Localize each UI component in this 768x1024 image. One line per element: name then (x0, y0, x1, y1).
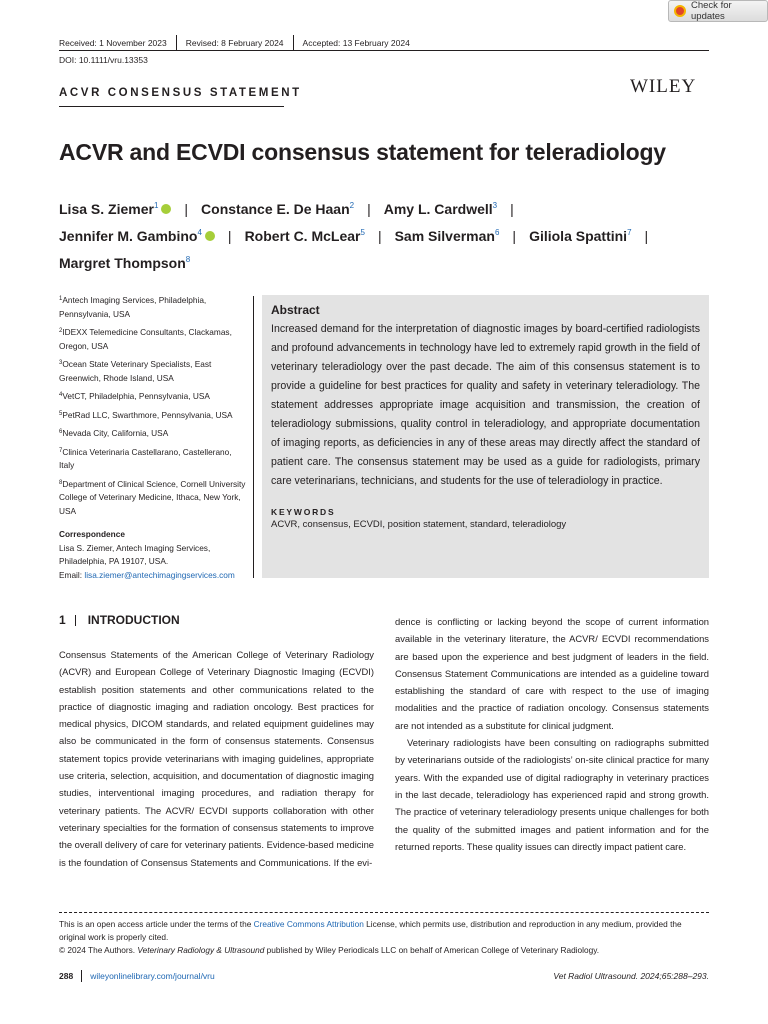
section-label: ACVR CONSENSUS STATEMENT (59, 87, 302, 99)
journal-citation: Vet Radiol Ultrasound. 2024;65:288–293. (553, 971, 709, 981)
article-title: ACVR and ECVDI consensus statement for teleradiology (59, 139, 666, 165)
page-footer (59, 970, 709, 982)
creative-commons-link[interactable]: Creative Commons Attribution (253, 919, 364, 929)
author-name: Constance E. De Haan (201, 201, 350, 217)
author-name: Jennifer M. Gambino (59, 228, 198, 244)
affiliation: $^6$Nevada City, California, USA (59, 428, 169, 438)
license-statement: This is an open access article under the terms of the Creative Commons Attribution License, which permits use, distribution and reproduction in any medium, provided the original work is properly cited. (59, 919, 682, 942)
accepted-date: Accepted: 13 February 2024 (293, 35, 419, 51)
paragraph: Veterinary radiologists have been consulting on radiographs submitted by veterinarians outside of the radiologists’ on-site clinical practice for many years. With the expanded use of digital radiography in veterinary practices in the last decade, teleradiology has experienced rapid and strong growth. The practice of veterinary teleradiology presents unique challenges for both the quality of the submitted images and patient information and for the returned reports. These quality issues can directly impact patient care. (395, 737, 709, 852)
abstract-text: Increased demand for the interpretation of diagnostic images by board-certified radiologists and profound advancements in technology have led to extremely rapid growth in the field of veterinary teleradiology over the past decade. The aim of this consensus statement is to provide a guideline for best practices for quality and safety in veterinary teleradiology. The statement addresses appropriate image acquisition and transmission, the creation of teleradiology submissions, quality control in teleradiology, and appropriate documentation of imaging reports, as deficiencies in any of these areas may directly affect the standard of patient care. The consensus statement may be used as a guide for radiologists, primary care veterinarians, technicians, and students for the use of teleradiology in practice. (271, 323, 700, 487)
page-number: 288 (59, 971, 74, 981)
doi: DOI: 10.1111/vru.13353 (59, 55, 148, 65)
affiliation-marker: 6 (494, 228, 500, 237)
paragraph: Consensus Statements of the American College of Veterinary Radiology (ACVR) and European College of Veterinary Diagnostic Imaging (ECVDI) establish position statements and other communications related to the practice of diagnostic imaging and radiation oncology. Best practices for medical physics, DICOM standards, and related equipment guidelines may also be communicated in the form of consensus statements. Consensus statement topics provide veterinarians with imaging guidelines, appropriate use criteria, selection, acquisition, and documentation of diagnostic imaging studies, interventional imaging procedures, and radiation therapy for veterinary patients. The ACVR/ ECVDI supports collaboration with other veterinary specialties for the formation of consensus statements to improve the overall delivery of care for veterinary patients. Evidence-based medicine is the foundation of Consensus Statements and Communications. If the evi- (59, 649, 374, 868)
license-footnote (59, 918, 709, 957)
crossmark-icon (674, 5, 686, 17)
author-list (59, 194, 719, 275)
section-number: 1 (59, 613, 66, 627)
author-separator: | (227, 228, 232, 244)
paragraph: dence is conflicting or lacking beyond the scope of current information available in the veterinary literature, the ACVR/ ECVDI recommendations are based upon the experience and best judgment of leaders in the field. Consensus Statement Communications are intended as a guideline toward establishing the standard of care with respect to the use of imaging modalities and the practice of radiation oncology. Consensus statements are not intended as a substitute for clinical judgment. (395, 616, 709, 731)
author[interactable] (245, 228, 365, 244)
affiliation-marker: 1 (153, 201, 159, 210)
affiliation: $^1$Antech Imaging Services, Philadelphia, Pennsylvania, USA (59, 295, 207, 319)
author[interactable] (529, 228, 631, 244)
abstract-heading: Abstract (271, 303, 320, 317)
author[interactable] (59, 201, 171, 217)
author-name: Margret Thompson (59, 255, 186, 271)
received-date: Received: 1 November 2023 (59, 38, 167, 48)
affiliation: $^3$Ocean State Veterinary Specialists, East Greenwich, Rhode Island, USA (59, 359, 212, 383)
abstract-box (262, 295, 709, 578)
affiliation: $^7$Clinica Veterinaria Castellarano, Castellerano, Italy (59, 446, 232, 470)
affiliation-marker: 2 (349, 201, 355, 210)
keywords-heading: KEYWORDS (271, 507, 336, 517)
affiliation: $^5$PetRad LLC, Swarthmore, Pennsylvania, USA (59, 409, 233, 420)
orcid-icon[interactable] (161, 204, 171, 214)
affiliation-marker: 4 (197, 228, 202, 237)
section-title: INTRODUCTION (87, 613, 180, 627)
intro-column-left (59, 646, 374, 871)
author-separator: | (644, 228, 649, 244)
footnote-divider (59, 912, 709, 913)
affiliation-marker: 8 (185, 255, 191, 264)
keywords-text: ACVR, consensus, ECVDI, position statement, standard, teleradiology (271, 519, 567, 530)
author[interactable] (59, 228, 215, 244)
author-name: Amy L. Cardwell (383, 201, 493, 217)
email-link[interactable]: lisa.ziemer@antechimagingservices.com (84, 569, 235, 580)
author-separator: | (510, 201, 514, 217)
orcid-icon[interactable] (205, 231, 215, 241)
affiliations (59, 293, 249, 582)
correspondence-email-line: Email: lisa.ziemer@antechimagingservices.com (59, 569, 235, 580)
author[interactable] (384, 201, 497, 217)
check-for-updates-button[interactable] (668, 0, 768, 22)
section-label-underline (59, 106, 284, 107)
affiliation-marker: 3 (492, 201, 498, 210)
affiliation: $^4$VetCT, Philadelphia, Pennsylvania, USA (59, 391, 210, 401)
publisher-logo: WILEY (630, 76, 697, 97)
copyright-statement: © 2024 The Authors. Veterinary Radiology & Ultrasound published by Wiley Periodicals LLC on behalf of American College of Veterinary Radiology. (59, 945, 600, 955)
author-separator: | (377, 228, 382, 244)
header-divider (59, 50, 709, 51)
author-separator: | (512, 228, 517, 244)
author[interactable] (201, 201, 354, 217)
affiliation: $^8$Department of Clinical Science, Cornell University College of Veterinary Medicine, Ithaca, New York, USA (59, 478, 246, 516)
author-name: Sam Silverman (394, 228, 495, 244)
correspondence-heading: Correspondence (59, 529, 125, 539)
author[interactable] (395, 228, 500, 244)
author-separator: | (184, 201, 189, 217)
affiliation-marker: 5 (360, 228, 365, 237)
author-name: Lisa S. Ziemer (59, 201, 154, 217)
correspondence-address: Lisa S. Ziemer, Antech Imaging Services, Philadelphia, PA 19107, USA. (59, 542, 211, 566)
intro-column-right (395, 613, 709, 855)
author-name: Giliola Spattini (529, 228, 628, 244)
author-name: Robert C. McLear (244, 228, 361, 244)
column-divider (253, 296, 254, 578)
introduction-heading (59, 613, 180, 627)
journal-site-link[interactable]: wileyonlinelibrary.com/journal/vru (90, 971, 215, 981)
article-dates (59, 35, 419, 51)
author-separator: | (367, 201, 371, 217)
revised-date: Revised: 8 February 2024 (176, 35, 293, 51)
author[interactable] (59, 255, 190, 271)
affiliation-marker: 7 (627, 228, 632, 237)
affiliation: $^2$IDEXX Telemedicine Consultants, Clackamas, Oregon, USA (59, 327, 232, 351)
check-for-updates-label: Check for updates (691, 0, 732, 22)
